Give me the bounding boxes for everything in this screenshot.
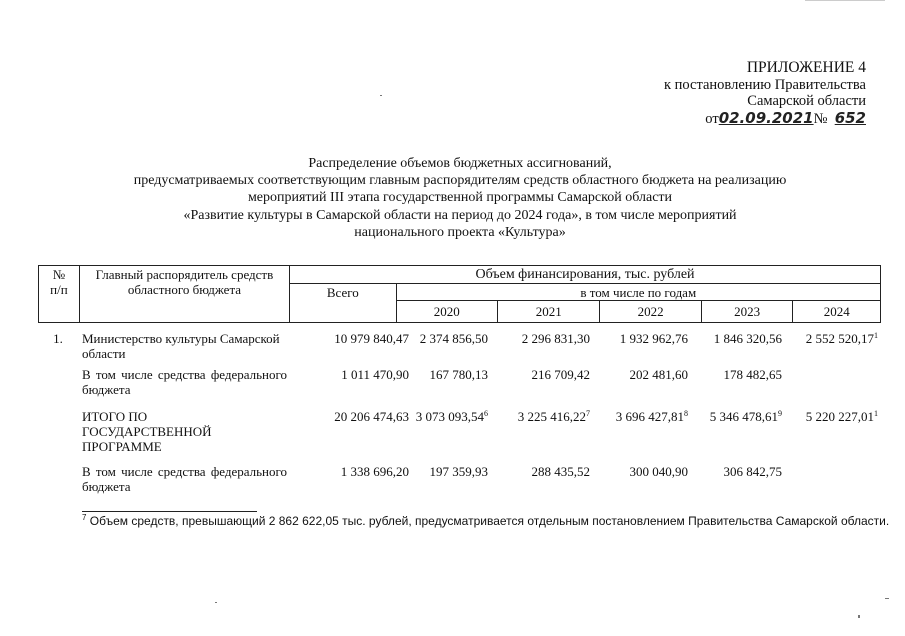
row-total: 10 979 840,47 [334, 331, 409, 346]
val-2020: 2 374 856,50 [419, 331, 488, 346]
val-2020: 3 073 093,54$^6$ [415, 409, 488, 424]
header-by-years: в том числе по годам [396, 284, 880, 301]
scan-speck [380, 95, 382, 96]
row-total: 1 011 470,90 [341, 367, 409, 382]
appendix-title: ПРИЛОЖЕНИЕ 4 [746, 59, 866, 76]
val-2022: 202 481,60 [629, 367, 688, 382]
scan-speck [885, 598, 889, 599]
header-distributor: Главный распорядитель средств областного бюджета [79, 266, 289, 323]
row-name: В том числе средства федерального бюджета [82, 367, 287, 397]
footnote [82, 514, 889, 528]
appendix-line2: к постановлению Правительства [664, 76, 866, 93]
year-2023: 2023 [701, 301, 793, 323]
val-2022: 1 932 962,76 [619, 331, 688, 346]
title-line-4: «Развитие культуры в Самарской области на период до 2024 года», в том числе мероприятий [183, 207, 737, 223]
from-label: от [705, 110, 719, 127]
header-num: № п/п [39, 266, 80, 323]
number-label: № [813, 110, 828, 127]
val-2022: 3 696 427,81$^8$ [615, 409, 688, 424]
year-2020: 2020 [396, 301, 497, 323]
row-name: Министерство культуры Самарской области [82, 331, 280, 361]
budget-table-body [38, 331, 881, 500]
year-2021: 2021 [497, 301, 599, 323]
table-row [38, 464, 881, 500]
year-2022: 2022 [600, 301, 701, 323]
val-2023: 5 346 478,61$^9$ [709, 409, 782, 424]
header-total: Всего [290, 284, 396, 323]
val-2021: 288 435,52 [531, 464, 590, 479]
val-2021: 3 225 416,22$^7$ [517, 409, 590, 424]
table-row [38, 367, 881, 409]
document-title [100, 155, 820, 241]
title-line-3: мероприятий III этапа государственной программы Самарской области [247, 190, 673, 206]
appendix-date-line [664, 110, 866, 128]
year-2024: 2024 [793, 301, 881, 323]
table-row [38, 331, 881, 367]
header-volume: Объем финансирования, тыс. рублей [290, 266, 881, 284]
row-num: 1. [53, 331, 63, 346]
row-total: 20 206 474,63 [334, 409, 409, 424]
appendix-line3: Самарской области [747, 93, 866, 109]
footnote-text: Объем средств, превышающий 2 862 622,05 тыс. рублей, предусматривается отдельным постановлением Правительства Самарской области. [86, 514, 890, 528]
val-2023: 306 842,75 [723, 464, 782, 479]
val-2022: 300 040,90 [629, 464, 688, 479]
val-2020: 167 780,13 [429, 367, 488, 382]
appendix-header [664, 60, 866, 127]
row-name: В том числе средства федерального бюджета [82, 464, 287, 494]
val-2023: 178 482,65 [723, 367, 782, 382]
title-line-1: Распределение объемов бюджетных ассигнований, [308, 156, 612, 171]
val-2021: 216 709,42 [531, 367, 590, 382]
table-row [38, 409, 881, 464]
title-line-5: национального проекта «Культура» [354, 224, 566, 240]
title-line-2: предусматриваемых соответствующим главным распорядителям средств областного бюджета на реализацию [133, 173, 787, 189]
budget-table-header [38, 265, 881, 323]
val-2023: 1 846 320,56 [713, 331, 782, 346]
val-2020: 197 359,93 [429, 464, 488, 479]
val-2024: 2 552 520,17$^1$ [805, 331, 878, 346]
handwritten-number: 652 [834, 108, 866, 127]
row-total: 1 338 696,20 [340, 464, 409, 479]
scan-speck [858, 615, 860, 618]
handwritten-date: 02.09.2021 [718, 108, 814, 127]
footnote-mark: 7 [82, 513, 87, 522]
val-2024: 5 220 227,01$^1$ [805, 409, 878, 424]
footnote-separator [82, 511, 257, 512]
scan-speck [215, 602, 217, 603]
scan-edge [805, 0, 885, 1]
val-2021: 2 296 831,30 [521, 331, 590, 346]
row-name: ИТОГО ПО ГОСУДАРСТВЕННОЙ ПРОГРАММЕ [82, 409, 212, 454]
